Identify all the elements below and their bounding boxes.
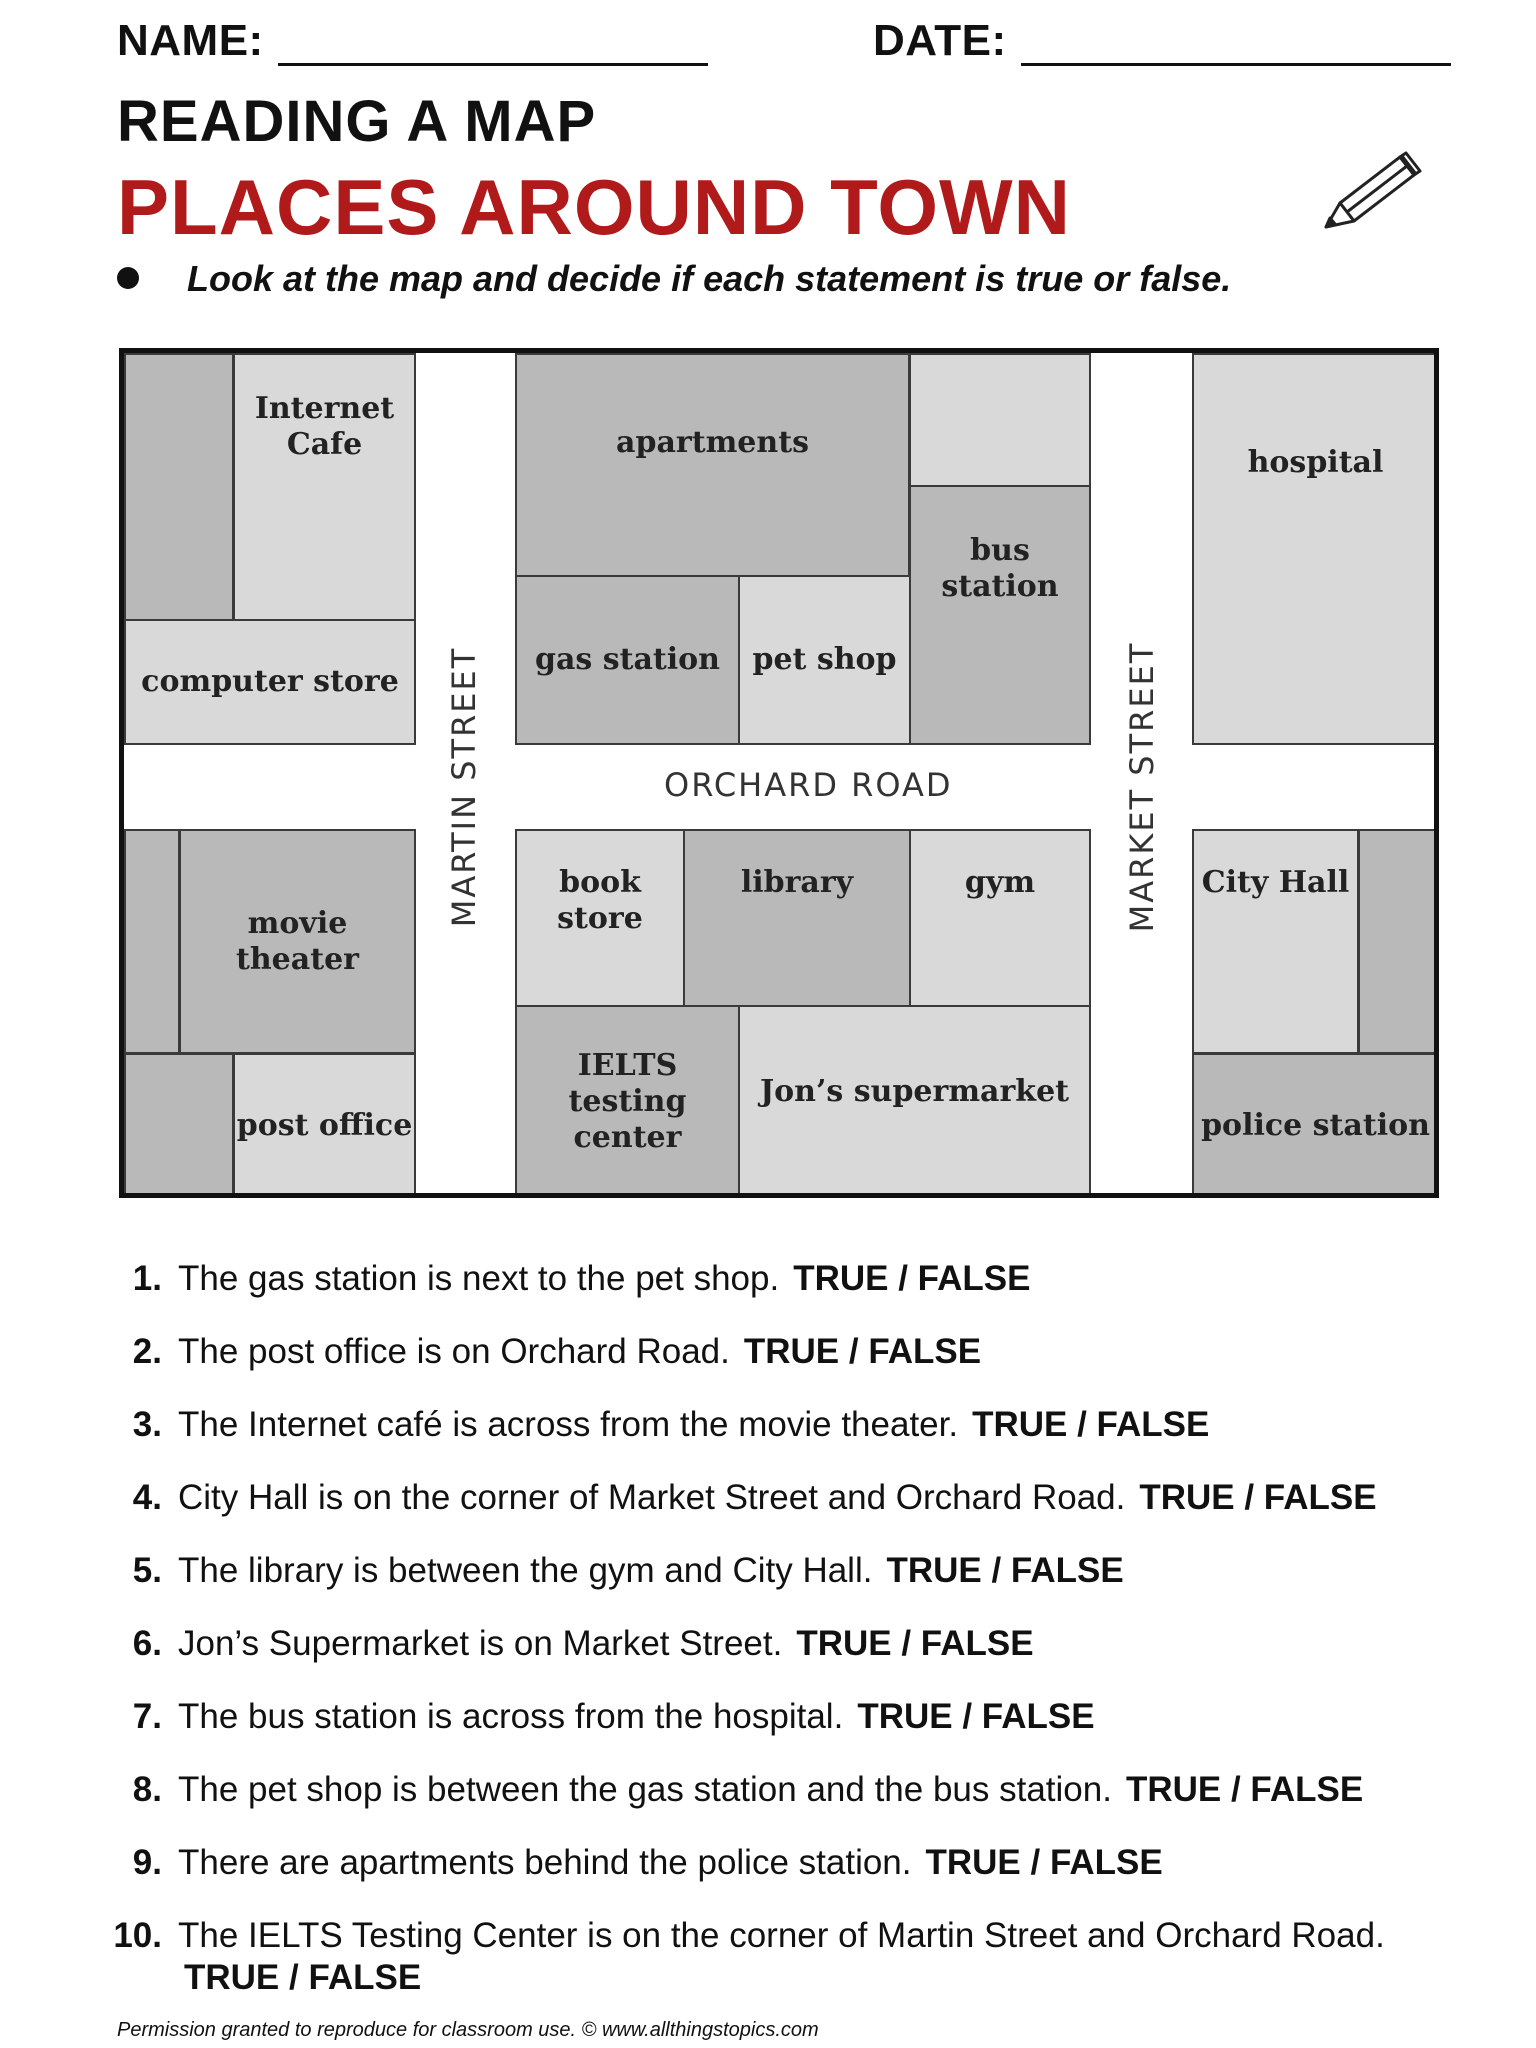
map-gym: gym bbox=[909, 829, 1091, 1007]
map-movie-theater: movie theater bbox=[179, 829, 416, 1054]
question-text: The library is between the gym and City Hall. bbox=[178, 1551, 873, 1590]
map-martin-street-label: MARTIN STREET bbox=[445, 646, 483, 928]
question-item: 5. The library is between the gym and City Hall. TRUE / FALSE bbox=[132, 1551, 1124, 1590]
question-item: 10. The IELTS Testing Center is on the corner of Martin Street and Orchard Road. TRUE / FALSE bbox=[110, 1915, 1440, 2015]
true-false-choice[interactable]: TRUE / FALSE bbox=[793, 1259, 1031, 1298]
question-text: The gas station is next to the pet shop. bbox=[178, 1259, 780, 1298]
worksheet-title: PLACES AROUND TOWN bbox=[117, 163, 1071, 251]
question-text: Jon’s Supermarket is on Market Street. bbox=[178, 1624, 783, 1663]
map-block-empty bbox=[1358, 829, 1439, 1054]
name-field bbox=[117, 16, 708, 66]
question-list bbox=[110, 1258, 1440, 2015]
worksheet-subtitle: READING A MAP bbox=[117, 89, 597, 154]
question-item: 4. City Hall is on the corner of Market Street and Orchard Road. TRUE / FALSE bbox=[132, 1478, 1377, 1517]
question-item: 2. The post office is on Orchard Road. TRUE / FALSE bbox=[132, 1332, 982, 1371]
instruction bbox=[117, 258, 1231, 300]
map-post-office: post office bbox=[233, 1053, 416, 1198]
true-false-choice[interactable]: TRUE / FALSE bbox=[857, 1697, 1095, 1736]
map-pet-shop: pet shop bbox=[738, 575, 911, 745]
date-blank-line[interactable] bbox=[1021, 23, 1451, 66]
map-gas-station: gas station bbox=[515, 575, 740, 745]
question-item: 1. The gas station is next to the pet shop. TRUE / FALSE bbox=[132, 1259, 1031, 1298]
map-block-empty bbox=[124, 829, 180, 1054]
question-text: City Hall is on the corner of Market Street and Orchard Road. bbox=[178, 1478, 1126, 1517]
question-item: 8. The pet shop is between the gas station and the bus station. TRUE / FALSE bbox=[132, 1770, 1364, 1809]
true-false-choice[interactable]: TRUE / FALSE bbox=[972, 1405, 1210, 1444]
town-map bbox=[119, 348, 1439, 1198]
map-police-station: police station bbox=[1192, 1053, 1439, 1198]
date-field bbox=[873, 16, 1451, 66]
question-text: The pet shop is between the gas station and the bus station. bbox=[178, 1770, 1112, 1809]
true-false-choice[interactable]: TRUE / FALSE bbox=[1125, 1770, 1364, 1809]
map-jons-supermarket: Jon’s supermarket bbox=[738, 1005, 1091, 1198]
true-false-choice[interactable]: TRUE / FALSE bbox=[886, 1551, 1124, 1590]
question-text: The bus station is across from the hospital. bbox=[178, 1697, 844, 1736]
true-false-choice[interactable]: TRUE / FALSE bbox=[743, 1332, 982, 1371]
map-book-store: book store bbox=[515, 829, 685, 1007]
instruction-text: Look at the map and decide if each statement is true or false. bbox=[187, 258, 1232, 299]
pencil-icon bbox=[1318, 145, 1433, 235]
question-item: 9. There are apartments behind the police station. TRUE / FALSE bbox=[132, 1843, 1163, 1882]
question-text: The Internet café is across from the movie theater. bbox=[178, 1405, 959, 1444]
bullet-icon bbox=[117, 267, 139, 289]
map-hospital: hospital bbox=[1192, 353, 1439, 745]
map-library: library bbox=[683, 829, 911, 1007]
true-false-choice[interactable]: TRUE / FALSE bbox=[925, 1843, 1163, 1882]
name-blank-line[interactable] bbox=[278, 23, 708, 66]
question-item: 6. Jon’s Supermarket is on Market Street. TRUE / FALSE bbox=[132, 1624, 1034, 1663]
map-city-hall: City Hall bbox=[1192, 829, 1359, 1054]
question-text: The post office is on Orchard Road. bbox=[178, 1332, 730, 1371]
question-text: The IELTS Testing Center is on the corner of Martin Street and Orchard Road. bbox=[178, 1916, 1385, 1955]
question-item: 7. The bus station is across from the hospital. TRUE / FALSE bbox=[132, 1697, 1095, 1736]
map-market-street-label: MARKET STREET bbox=[1123, 641, 1161, 933]
true-false-choice[interactable]: TRUE / FALSE bbox=[184, 1958, 422, 1997]
true-false-choice[interactable]: TRUE / FALSE bbox=[796, 1624, 1034, 1663]
map-apartments: apartments bbox=[515, 353, 910, 577]
map-ielts-testing-center: IELTS testing center bbox=[515, 1005, 740, 1198]
map-computer-store: computer store bbox=[124, 619, 416, 745]
map-block-empty bbox=[909, 353, 1091, 487]
name-label: NAME: bbox=[117, 16, 264, 65]
map-bus-station: bus station bbox=[909, 485, 1091, 745]
map-block-empty bbox=[124, 353, 234, 621]
question-text: There are apartments behind the police station. bbox=[178, 1843, 912, 1882]
true-false-choice[interactable]: TRUE / FALSE bbox=[1139, 1478, 1377, 1517]
question-item: 3. The Internet café is across from the movie theater. TRUE / FALSE bbox=[132, 1405, 1210, 1444]
permission-footer: Permission granted to reproduce for classroom use. © www.allthingstopics.com bbox=[117, 2019, 819, 2041]
map-block-empty bbox=[124, 1053, 234, 1198]
date-label: DATE: bbox=[873, 16, 1007, 65]
map-internet-cafe: Internet Cafe bbox=[233, 353, 416, 621]
map-orchard-road-label: ORCHARD ROAD bbox=[664, 766, 953, 804]
